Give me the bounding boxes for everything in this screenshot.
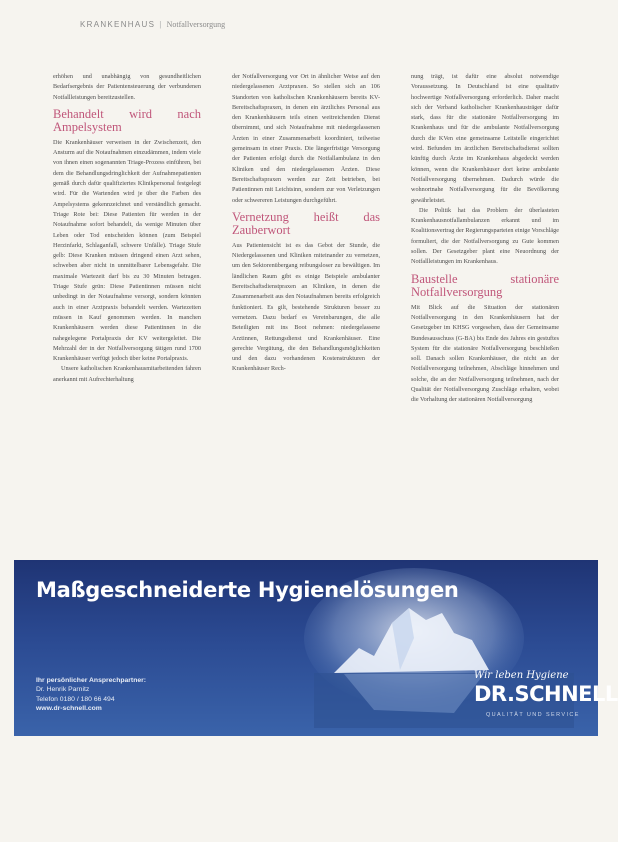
advertisement-banner[interactable] <box>14 560 618 736</box>
ad-contact-label: Ihr persönlicher Ansprechpartner: <box>36 677 147 684</box>
col3-paragraph-1: nung trägt, ist dafür eine absolut notwendige Voraussetzung. In Deutschland ist eine qualitativ hochwertige Notfallversorgung erforderlich. Daher macht sich der Verband katholischer Krankenhausträger dafür stark, dass für die stationäre Notfallversorgung im Krankenhaus und für die ambulante Notfallversorgung durch die KVen eine gemeinsame Leitstelle eingerichtet wird. Befunden im ärztlichen Bereitschaftsdienst sollten künftig durch Ärzte im Krankenhaus abgedeckt werden können, wenn die Krankenhäuser dort keine ambulante Notfallversorgung übernehmen. Dadurch würde die wohnortnahe Notfallversorgung für die Bevölkerung gewährleistet. <box>411 73 559 204</box>
col2-heading-vernetzung: Vernetzung heißt das Zauberwort <box>232 209 380 237</box>
article-column-1 <box>53 72 201 385</box>
brand-tagline: QUALITÄT UND SERVICE <box>486 712 580 718</box>
header-topic: Notfallversorgung <box>166 20 226 29</box>
ad-slogan: Wir leben Hygiene <box>474 670 569 681</box>
header-section: KRANKENHAUS <box>80 20 156 29</box>
ad-headline: Maßgeschneiderte Hygienelösungen <box>36 578 459 602</box>
running-header <box>80 20 225 29</box>
article-column-2 <box>232 72 380 375</box>
col3-paragraph-2: Die Politik hat das Problem der überlasteten Krankenhausnotfallambulanzen erkannt und im Koalitionsvertrag der Regierungsparteien einige Vorschläge formuliert, die der Notfallversorgung zu Gute kommen sollen. Der Gesetzgeber plant eine Neuordnung der Notfallleistungen im Krankenhaus. <box>411 206 559 266</box>
brand-logo: DR.SCHNELL <box>474 682 618 706</box>
col1-paragraph-3: Unsere katholischen Krankenhausmitarbeitenden fahren anerkannt mit Aufrechterhaltung <box>53 365 201 383</box>
ad-contact-phone: Telefon 0180 / 180 66 494 <box>36 695 115 703</box>
col2-paragraph-1: der Notfallversorgung vor Ort in ähnlicher Weise auf den niedergelassenen Arztpraxen. So stellen sich an 106 Standorten von katholischen Krankenhäusern bereits KV-Bereitschaftspraxen, in denen ein ärztliches Personal aus den Krankenhäusern teils einen weitreichenden Dienst übernimmt, und sich Notaufnahme mit niedergelassenen Ärzten in einer Zusammenarbeit koordiniert, teilweise gemeinsam in einer Praxis. Die längerfristige Versorgung der Patienten erfolgt durch die Notfallambulanz in den Kliniken und den niedergelassenen Ärzten. Diese Bereitschaftspraxen werden zur Zeit betrieben, bei Patientinnen mit Leichtsinn, sondern zur von Verletzungen oder schwereren Leistungen durchgeführt. <box>232 73 380 204</box>
col3-paragraph-3: Mit Blick auf die Situation der stationären Notfallversorgung in den Krankenhäusern hat der Gesetzgeber im KHSG vorgesehen, dass der Gemeinsame Bundesausschuss (G-BA) bis Ende des Jahres ein gestuftes System für die stationäre Notfallversorgung beschließen soll. Danach sollen Krankenhäuser, die nicht an der Notfallversorgung teilnehmen, Abschläge hinnehmen und solche, die an der Notfallversorgung teilnehmen, nach der Qualität der Notfallversorgung Zuschläge erhalten, wobei die Vorhaltung der stationären Notfallversorgung <box>411 303 559 404</box>
col1-paragraph-1: erhöhen und unabhängig von gesundheitlichen Bedarfsergebnis der Patientensteuerung der verbundenen Notfallleistungen bereitzustellen. <box>53 73 201 101</box>
header-separator: | <box>159 20 163 29</box>
col1-heading-ampelsystem: Behandelt wird nach Ampelsystem <box>53 106 201 134</box>
ad-contact-name: Dr. Henrik Parnitz <box>36 686 90 694</box>
ad-website-link[interactable]: www.dr-schnell.com <box>36 704 102 712</box>
col2-paragraph-2: Aus Patientensicht ist es das Gebot der Stunde, die Niedergelassenen und Kliniken miteinander zu vernetzen, um den Sektorenübergang reibungsloser zu bewältigen. Im ländlichen Raum gibt es einige Beispiele ambulanter Bereitschaftsdienstpraxen an Kliniken, in denen die Zusammenarbeit aus den Notaufnahmen bereits erfolgreich funktioniert. Es gilt, bestehende Strukturen besser zu vernetzen. Dazu bedarf es Vereinbarungen, die alle Beteiligten mit ins Boot nehmen: niedergelassene Arztinnen, Rettungsdienst und Krankenhäuser. Eine gerechte Vergütung, die den Behandlungsmöglichkeiten und den dazu vorhandenen Kostenstrukturen der Krankenhäuser Rech- <box>232 241 380 373</box>
article-column-3 <box>411 72 559 406</box>
ad-contact-block <box>36 676 146 713</box>
col1-paragraph-2: Die Krankenhäuser verweisen in der Zwischenzeit, den Ansturm auf die Notaufnahmen einzudämmen, indem viele von ihnen einen sogenannten Triage-Prozess einführen, bei dem die Behandlungsdringlichkeit der Aufnahmepatienten gemäß durch dafür qualifiziertes Klinikpersonal festgelegt wird. Für die Wartenden wird je über die Farben des Ampelsystems gekennzeichnet und verständlich gemacht. Triage Rote bei: Diese Patienten für werden in der Notaufnahme sofort behandelt, da wenige Minuten über Leben oder Tod entscheiden können (zum Beispiel Herzinfarkt, Schlaganfall, schwere Unfälle). Triage Stufe gelb: Diese Kranken müssen dringend einen Arzt sehen, schweben aber nicht in unmittelbarer Lebensgefahr. Die maximale Wartezeit darf bis zu 30 Minuten betragen. Triage Stufe grün: Diese Patientinnen müssen nicht unbedingt in der Notaufnahme versorgt, sondern könnten auch in einer Arztpraxis behandelt werden. Wartezeiten müssen in Kauf genommen werden. In manchen Krankenhäusern werden diese Patientinnen in die nahegelegene Portalpraxis der KV weitergeleitet. Die Mehrzahl der in der Notfallversorgung tätigen rund 1700 Krankenhäuser verfügt jedoch über keine Portalpraxis. <box>53 138 201 363</box>
col3-heading-baustelle: Baustelle stationäre Notfallversorgung <box>411 271 559 299</box>
